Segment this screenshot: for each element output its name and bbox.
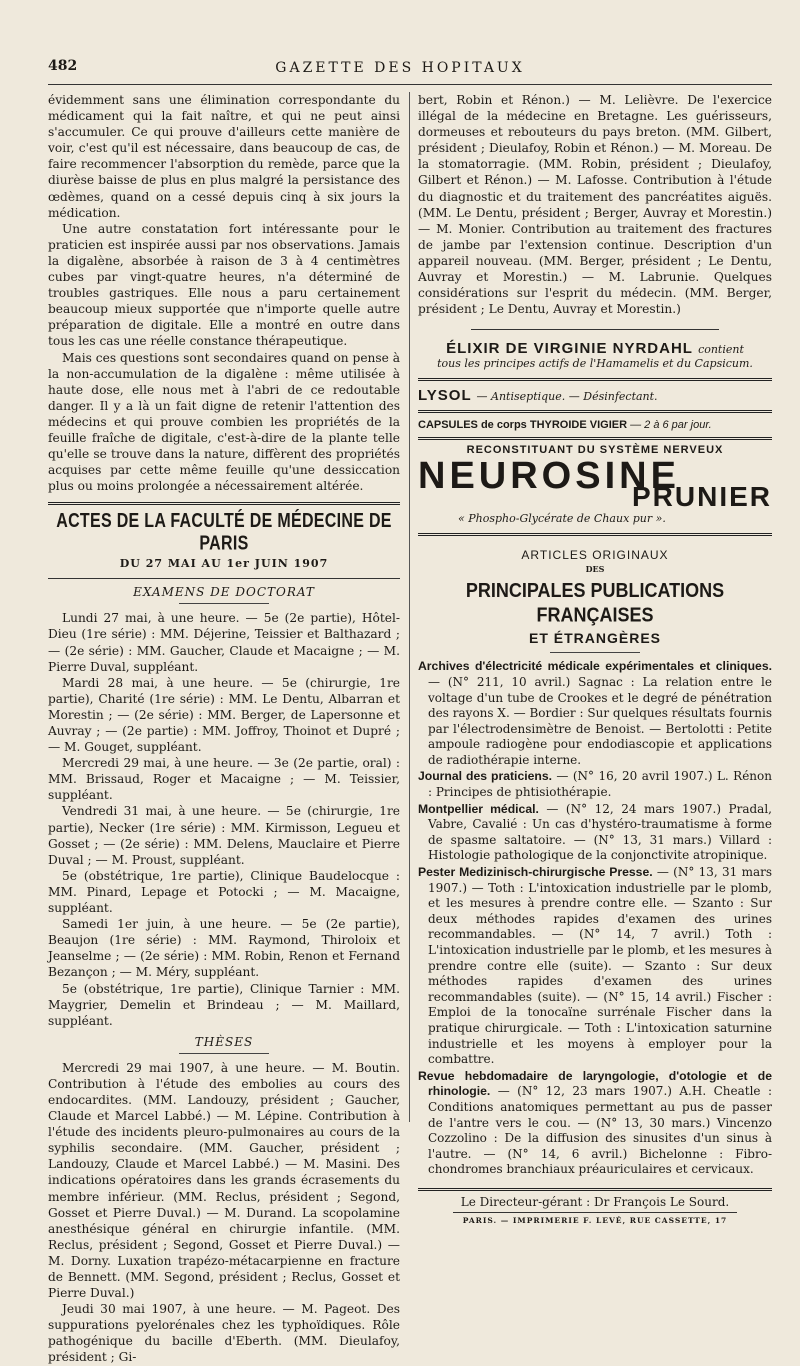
- right-column: [418, 92, 772, 1225]
- page-header-title: GAZETTE DES HOPITAUX: [275, 60, 525, 76]
- theses-rule: [179, 1053, 269, 1054]
- exam-entry: Vendredi 31 mai, à une heure. — 5e (chirurgie, 1re partie), Necker (1re série) : MM. Kirmisson, Legueu et Gosset ; — (2e série) : MM. Delens, Mauclaire et Pierre Duval ; — M. Proust, suppléant.: [48, 804, 400, 867]
- section-dates: DU 27 MAI AU 1er JUIN 1907: [119, 557, 329, 571]
- ad-lysol-desc: — Antiseptique. — Désinfectant.: [476, 390, 658, 404]
- ad-lysol-name: LYSOL: [418, 387, 472, 405]
- journal-text: — (N° 12, 23 mars 1907.) A.H. Cheatle : Conditions anatomiques permettant au pus de passer de l'antre vers le cou. — (N° 13, 30 mars.) Vincenzo Cozzolino : De la diffusion des sinusites d'un sinus à l'autre. — (N° 14, 6 avril.) Bichelonne : Fibro-chondromes branchiaux préauriculaires et cervicaux.: [428, 1084, 772, 1177]
- section-title: ACTES DE LA FACULTÉ DE MÉDECINE DE PARIS: [56, 510, 392, 555]
- ad-neurosine-top: RECONSTITUANT DU SYSTÈME NERVEUX: [466, 444, 724, 457]
- exam-entry: Lundi 27 mai, à une heure. — 5e (2e partie), Hôtel-Dieu (1re série) : MM. Déjerine, Teissier et Balthazard ; — (2e série) : MM. Gaucher, Claude et Macaigne ; — M. Pierre Duval, suppléant.: [48, 611, 400, 674]
- ad-capsules-main: CAPSULES de corps THYROIDE VIGIER: [418, 419, 628, 432]
- ad-rule: [471, 329, 719, 330]
- articles-des: DES: [585, 564, 605, 575]
- journal-entry: [418, 802, 772, 864]
- intro-paragraph-2: Une autre constatation fort intéressante pour le praticien est inspirée aussi par nos observations. Jamais la digalène, absorbée à raison de 3 à 4 centimètres cubes par vingt-quatre heures, n'a déterminé de troubles gastriques. Elle nous a paru certainement beaucoup mieux supportée que n'importe quelle autre préparation de digitale. Elle a montré en outre dans tous les cas une réelle constance thérapeutique.: [48, 221, 400, 349]
- ad-capsules-dose: — 2 à 6 par jour.: [630, 419, 712, 432]
- exam-entry: Samedi 1er juin, à une heure. — 5e (2e partie), Beaujon (1re série) : MM. Raymond, Thiroloix et Jeanselme ; — (2e série) : MM. Robin, Renon et Fernand Bezançon ; — M. Méry, suppléant.: [48, 917, 400, 980]
- exam-entry: 5e (obstétrique, 1re partie), Clinique Tarnier : MM. Maygrier, Demelin et Brindeau ; — M. Maillard, suppléant.: [48, 981, 400, 1028]
- ad-neurosine-name: NEUROSINE: [418, 455, 680, 498]
- ad-rule: [418, 437, 772, 440]
- section-rule: [48, 502, 400, 505]
- director-line: Le Directeur-gérant : Dr François Le Sourd.: [460, 1194, 730, 1209]
- articles-rule: [550, 652, 640, 653]
- left-column: [48, 92, 400, 1365]
- ad-neurosine-prunier: PRUNIER: [631, 481, 772, 513]
- journal-name: Journal des praticiens.: [418, 769, 552, 784]
- journal-name: Pester Medizinisch-chirurgische Presse.: [418, 865, 653, 880]
- exam-entry: Mercredi 29 mai, à une heure. — 3e (2e partie, oral) : MM. Brissaud, Roger et Macaigne ; — M. Teissier, suppléant.: [48, 756, 400, 803]
- journal-entry: [418, 1069, 772, 1178]
- journal-text: — (N° 211, 10 avril.) Sagnac : La relation entre le voltage d'un tube de Crookes et le degré de pénétration des rayons X. — Bordier : Sur quelques résultats fournis par l'électrodensimètre de Benoist. — Bertolotti : Petite ampoule radiogène pour endodiascopie et applications de radiothérapie interne.: [428, 674, 772, 767]
- ad-lysol: [418, 387, 772, 404]
- journal-entry: [418, 769, 772, 800]
- articles-heading: ARTICLES ORIGINAUX: [521, 548, 669, 563]
- intro-paragraph-3: Mais ces questions sont secondaires quand on pense à la non-accumulation de la digalène : même utilisée à haute dose, elle nous met à l'abri de ce redoutable danger. Il y a là un fait digne de retenir l'attention des médecins et qui prouve combien les propriétés de la feuille fraîche de digitale, c'est-à-dire de la plante telle qu'elle se trouve dans la nature, diffèrent des propriétés acquises par cette même feuille qu'une dessiccation plus ou moins prolongée a nécessairement altérée.: [48, 350, 400, 494]
- journal-text: — (N° 13, 31 mars 1907.) — Toth : L'intoxication industrielle par le plomb, et les mesures à prendre contre elle. — Szanto : Sur deux méthodes rapides d'examen des urines recommandables. — (N° 14, 7 avril.) Toth : L'intoxication industrielle par le plomb, et les mesures à prendre contre elle (suite). — Szanto : Sur deux méthodes rapides d'examen des urines recommandables (suite). — (N° 15, 14 avril.) Fischer : Emploi de la tonocaïne surrénale Fischer dans la pratique chirurgicale. — Toth : L'intoxication saturnine industrielle et les moyens à employer pour la combattre.: [428, 865, 772, 1067]
- thesis-entry: Mercredi 29 mai 1907, à une heure. — M. Boutin. Contribution à l'étude des embolies au cours des endocardites. (MM. Landouzy, président ; Gaucher, Claude et Marcel Labbé.) — M. Lépine. Contribution à l'étude des incidents pleuro-pulmonaires au cours de la syphilis secondaire. (MM. Gaucher, président ; Landouzy, Claude et Marcel Labbé.) — M. Masini. Des indications opératoires dans les grands écrasements du membre inférieur. (MM. Reclus, président ; Segond, Gosset et Pierre Duval.) — M. Durand. La scopolamine anesthésique général en chirurgie infantile. (MM. Reclus, président ; Segond, Gosset et Pierre Duval.) — M. Dorny. Luxation trapézo-métacarpienne en fracture de Bennett. (MM. Segond, président ; Reclus, Gosset et Pierre Duval.): [48, 1060, 400, 1301]
- articles-title: PRINCIPALES PUBLICATIONS FRANÇAISES: [465, 579, 725, 627]
- ad-neurosine-sub: « Phospho-Glycérate de Chaux pur ».: [458, 512, 666, 526]
- footer-rule: [418, 1188, 772, 1191]
- journal-entry: [418, 865, 772, 1068]
- ad-elixir-title: ÉLIXIR DE VIRGINIE NYRDAHL: [446, 340, 693, 358]
- intro-paragraph-1: évidemment sans une élimination correspondante du médicament qui la fait naître, et qui ne peut ainsi s'accumuler. Ce qui prouve d'ailleurs cette manière de voir, c'est qu'il est nécessaire, dans beaucoup de cas, de faire recommencer l'absorption du remède, parce que la diurèse baisse de plus en plus malgré la persistance des œdèmes, quand on a cessé depuis cinq à six jours la médication.: [48, 93, 400, 220]
- ad-elixir-contient: contient: [698, 343, 744, 357]
- theses-heading: THÈSES: [194, 1034, 254, 1049]
- printer-rule: [453, 1212, 736, 1213]
- journal-name: Montpellier médical.: [418, 801, 539, 816]
- theses-continued: bert, Robin et Rénon.) — M. Lelièvre. De l'exercice illégal de la médecine en Bretagne. Les guérisseurs, dormeuses et rebouteurs du pays breton. (MM. Gilbert, président ; Dieulafoy, Robin et Rénon.) — M. Moreau. De la stomatorragie. (MM. Robin, président ; Dieulafoy, Gilbert et Rénon.) — M. Lafosse. Contribution à l'étude du diagnostic et du traitement des pancréatites aiguës. (MM. Le Dentu, président ; Berger, Auvray et Morestin.) — M. Monier. Contribution au traitement des fractures de jambe par l'extension continue. Description d'un appareil nouveau. (MM. Berger, président ; Le Dentu, Auvray et Morestin.) — M. Labrunie. Quelques considérations sur l'esprit du médecin. (MM. Berger, président ; Le Dentu, Auvray et Morestin.): [418, 93, 772, 317]
- header-rule: [48, 84, 772, 85]
- journal-name: Revue hebdomadaire de laryngologie, d'otologie et de rhinologie.: [418, 1068, 772, 1099]
- page-number: 482: [48, 58, 78, 74]
- thesis-entry: Jeudi 30 mai 1907, à une heure. — M. Pageot. Des suppurations pyelorénales chez les typhoïdiques. Rôle pathogénique du bacille d'Eberth. (MM. Dieulafoy, président ; Gi-: [48, 1302, 400, 1365]
- ad-rule: [418, 378, 772, 381]
- articles-subtitle: ET ÉTRANGÈRES: [528, 630, 661, 647]
- ad-rule: [418, 410, 772, 413]
- column-divider: [409, 92, 410, 1122]
- ad-elixir: [418, 338, 772, 357]
- ad-capsules: [418, 419, 772, 431]
- printer-line: PARIS. — IMPRIMERIE F. LEVÉ, RUE CASSETTE, 17: [462, 1215, 728, 1225]
- exam-entry: 5e (obstétrique, 1re partie), Clinique Baudelocque : MM. Pinard, Lepage et Potocki ; — M. Macaigne, suppléant.: [48, 868, 400, 916]
- exam-entry: Mardi 28 mai, à une heure. — 5e (chirurgie, 1re partie), Charité (1re série) : MM. Le Dentu, Albarran et Morestin ; — (2e série) : MM. Berger, de Lapersonne et Auvray ; — (2e partie) : MM. Joffroy, Thoinot et Dupré ; — M. Gouget, suppléant.: [48, 675, 400, 755]
- journal-text: — (N° 12, 24 mars 1907.) Pradal, Vabre, Cavalié : Un cas d'hystéro-traumatisme à forme de spasme saltatoire. — (N° 13, 31 mars.) Villard : Histologie pathologique de la conjonctivite atropinique.: [428, 801, 772, 863]
- ad-elixir-line2: tous les principes actifs de l'Hamamelis et du Capsicum.: [437, 357, 753, 371]
- exams-rule: [179, 603, 269, 604]
- journal-entry: [418, 659, 772, 768]
- subsection-rule: [48, 578, 400, 579]
- ad-rule: [418, 533, 772, 536]
- journal-name: Archives d'électricité médicale expérimentales et cliniques.: [418, 659, 772, 674]
- exams-heading: EXAMENS DE DOCTORAT: [133, 585, 315, 600]
- journal-text: — (N° 16, 20 avril 1907.) L. Rénon : Principes de phtisiothérapie.: [428, 769, 772, 800]
